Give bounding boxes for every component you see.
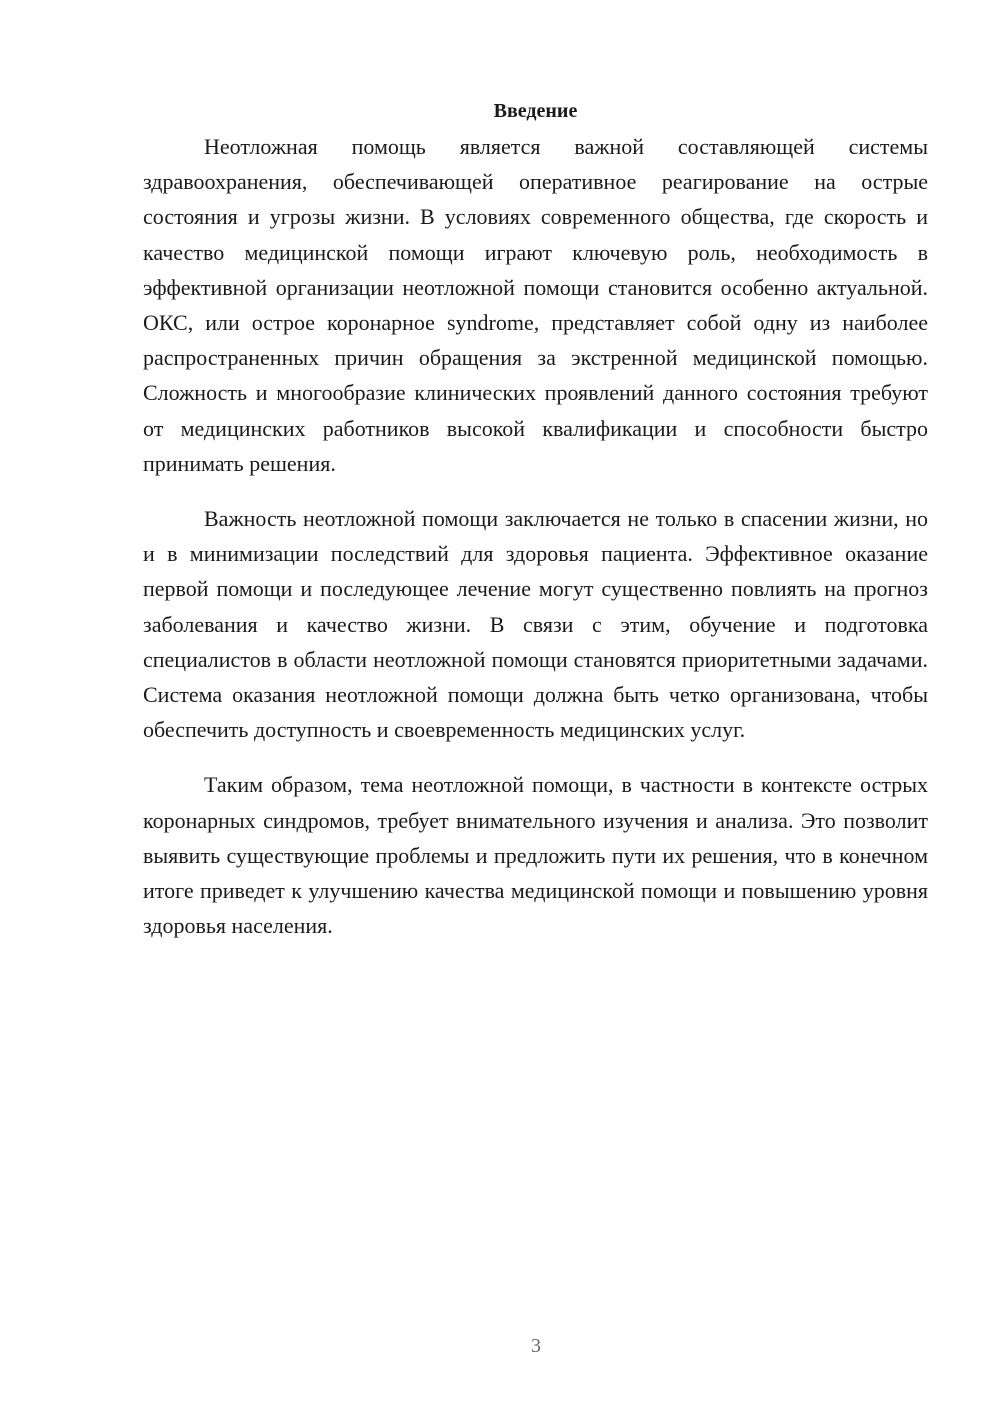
paragraph-3: Таким образом, тема неотложной помощи, в частности в контексте острых коронарных синдромов, требует внимательного изучения и анализа. Это позволит выявить существующие проблемы и предложить пути их решения, что в конечном итоге приведет к улучшению качества медицинской помощи и повышению уровня здоровья населения. — [143, 772, 928, 939]
paragraph-1: Неотложная помощь является важной составляющей системы здравоохранения, обеспечивающей оперативное реагирование на острые состояния и угрозы жизни. В условиях современного общества, где скорость и качество медицинской помощи играют ключевую роль, необходимость в эффективной организации неотложной помощи становится особенно актуальной. ОКС, или острое коронарное syndrome, представляет собой одну из наиболее распространенных причин обращения за экстренной медицинской помощью. Сложность и многообразие клинических проявлений данного состояния требуют от медицинских работников высокой квалификации и способности быстро принимать решения. — [143, 134, 928, 476]
paragraph-2: Важность неотложной помощи заключается не только в спасении жизни, но и в минимизации последствий для здоровья пациента. Эффективное оказание первой помощи и последующее лечение могут существенно повлиять на прогноз заболевания и качество жизни. В связи с этим, обучение и подготовка специалистов в области неотложной помощи становятся приоритетными задачами. Система оказания неотложной помощи должна быть четко организована, чтобы обеспечить доступность и своевременность медицинских услуг. — [143, 506, 928, 743]
section-heading: Введение — [493, 100, 578, 122]
page-content — [143, 96, 928, 963]
page-number: 3 — [531, 1335, 541, 1357]
